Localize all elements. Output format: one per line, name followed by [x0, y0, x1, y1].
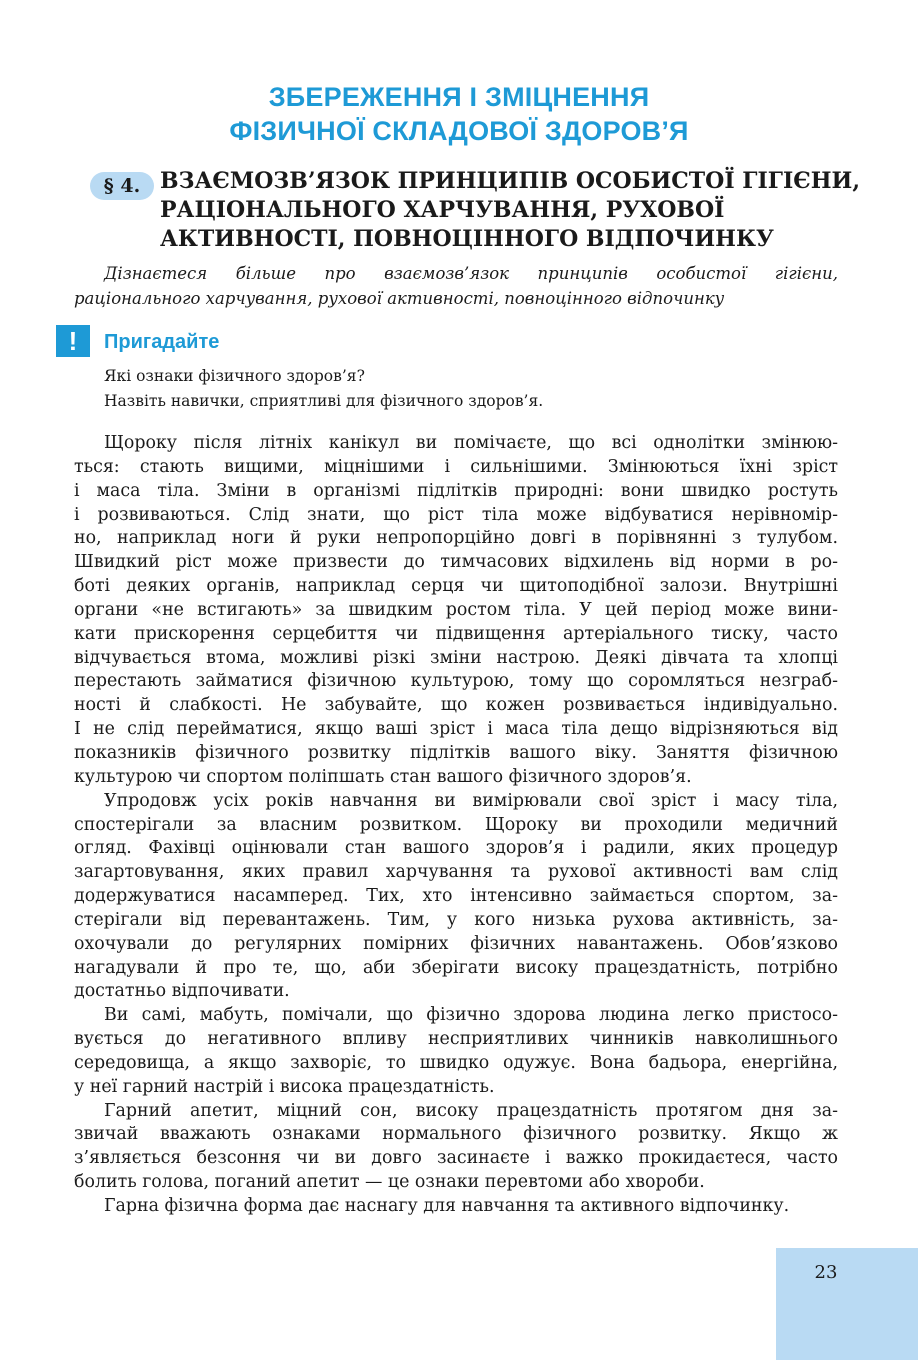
paragraph-line: охочували до регулярних помірних фізичних навантажень. Обов’язково [74, 933, 838, 954]
paragraph-line: з’являється безсоння чи ви довго засинаєте і важко прокидаєтеся, часто [74, 1148, 838, 1169]
paragraph-line: середовища, а якщо захворіє, то швидко одужує. Вона бадьора, енергійна, [74, 1052, 838, 1073]
chapter-title [0, 80, 918, 148]
paragraph [74, 790, 838, 1005]
paragraph-line: Щороку після літніх канікул ви помічаєте, що всі однолітки змінюю- [104, 433, 838, 453]
paragraph-line: Гарний апетит, міцний сон, високу працездатність протягом дня за- [104, 1100, 838, 1121]
paragraph-line: культурою чи спортом поліпшать стан вашого фізичного здоров’я. [74, 766, 692, 787]
paragraph-line: боті деяких органів, наприклад серця чи щитоподібної залози. Внутрішні [74, 576, 838, 597]
section-intro-line-2: раціонального харчування, рухової активності, повноцінного відпочинку [74, 289, 725, 308]
paragraph-line: но, наприклад ноги й руки непропорційно довгі в порівнянні з тулубом. [74, 528, 838, 549]
paragraph-line: додержуватися насамперед. Тих, хто інтенсивно займається спортом, за- [74, 886, 838, 907]
paragraph-line: загартовування, яких правил харчування та рухової активності вам слід [74, 862, 838, 883]
paragraph-line: болить голова, поганий апетит — це ознаки перевтоми або хвороби. [74, 1172, 705, 1193]
paragraph-line: звичай вважають ознаками нормального фізичного розвитку. Якщо ж [74, 1124, 838, 1145]
page-number-tab [776, 1248, 918, 1360]
section-heading-line-2: РАЦІОНАЛЬНОГО ХАРЧУВАННЯ, РУХОВОЇ [160, 197, 725, 223]
remember-title: Пригадайте [104, 331, 220, 353]
section-heading-line-1: ВЗАЄМОЗВ’ЯЗОК ПРИНЦИПІВ ОСОБИСТОЇ ГІГІЄНИ, [160, 168, 860, 194]
paragraph [74, 432, 838, 790]
paragraph-line: І не слід перейматися, якщо ваші зріст і маса тіла дещо відрізняються від [74, 719, 838, 740]
paragraph-line: показників фізичного розвитку підлітків вашого віку. Заняття фізичною [74, 742, 838, 763]
paragraph-line: достатньо відпочивати. [74, 981, 290, 1002]
paragraph-line: ться: стають вищими, міцнішими і сильнішими. Змінюються їхні зріст [74, 456, 838, 477]
paragraph-line: нагадували й про те, що, аби зберігати високу працездатність, потрібно [74, 957, 838, 978]
exclamation-icon: ! [56, 325, 90, 357]
paragraph [74, 1195, 838, 1219]
section-intro [74, 261, 838, 311]
paragraph-line: вується до негативного впливу несприятливих чинників навколишнього [74, 1029, 838, 1050]
paragraph-line: Ви самі, мабуть, помічали, що фізично здорова людина легко пристосо- [104, 1005, 838, 1026]
section-heading [160, 167, 860, 254]
page-number: 23 [814, 1262, 838, 1283]
paragraph-line: Швидкий ріст може призвести до тимчасових відхилень від норми в ро- [74, 552, 838, 573]
paragraph-line: огляд. Фахівці оцінювали стан вашого здоров’я і радили, яких процедур [74, 838, 838, 859]
paragraph-line: перестають займатися фізичною культурою, тому що соромляться незграб- [74, 671, 838, 692]
remember-question: Назвіть навички, сприятливі для фізичного здоров’я. [104, 392, 544, 410]
section-intro-line-1: Дізнаєтеся більше про взаємозв’язок принципів особистої гігієни, [104, 264, 838, 283]
paragraph-line: спостерігали за власним розвитком. Щороку ви проходили медичний [74, 814, 838, 835]
paragraph-line: і маса тіла. Зміни в організмі підлітків природні: вони швидко ростуть [74, 480, 838, 501]
paragraph-line: Упродовж усіх років навчання ви вимірювали свої зріст і масу тіла, [104, 790, 838, 811]
remember-question: Які ознаки фізичного здоров’я? [104, 367, 365, 385]
paragraph [74, 1004, 838, 1099]
paragraph [74, 1100, 838, 1195]
chapter-title-line-2: ФІЗИЧНОЇ СКЛАДОВОЇ ЗДОРОВ’Я [229, 116, 689, 146]
section-number-badge: § 4. [90, 172, 154, 200]
section-heading-line-3: АКТИВНОСТІ, ПОВНОЦІННОГО ВІДПОЧИНКУ [160, 226, 774, 252]
remember-questions [104, 364, 804, 414]
paragraph-line: органи «не встигають» за швидким ростом тіла. У цей період може вини- [74, 599, 838, 620]
paragraph-line: і розвиваються. Слід знати, що ріст тіла може відбуватися нерівномір- [74, 504, 838, 525]
paragraph-line: у неї гарний настрій і висока працездатність. [74, 1076, 495, 1097]
chapter-title-line-1: ЗБЕРЕЖЕННЯ І ЗМІЦНЕННЯ [268, 82, 650, 112]
paragraph-line: відчувається втома, можливі різкі зміни настрою. Деякі дівчата та хлопці [74, 647, 838, 668]
paragraph-line: ності й слабкості. Не забувайте, що кожен розвивається індивідуально. [74, 695, 838, 716]
paragraph-line: стерігали від перевантажень. Тим, у кого низька рухова активність, за- [74, 909, 838, 930]
paragraph-line: кати прискорення серцебиття чи підвищення артеріального тиску, часто [74, 623, 838, 644]
body-text [74, 432, 838, 1219]
paragraph-line: Гарна фізична форма дає наснагу для навчання та активного відпочинку. [104, 1196, 790, 1216]
